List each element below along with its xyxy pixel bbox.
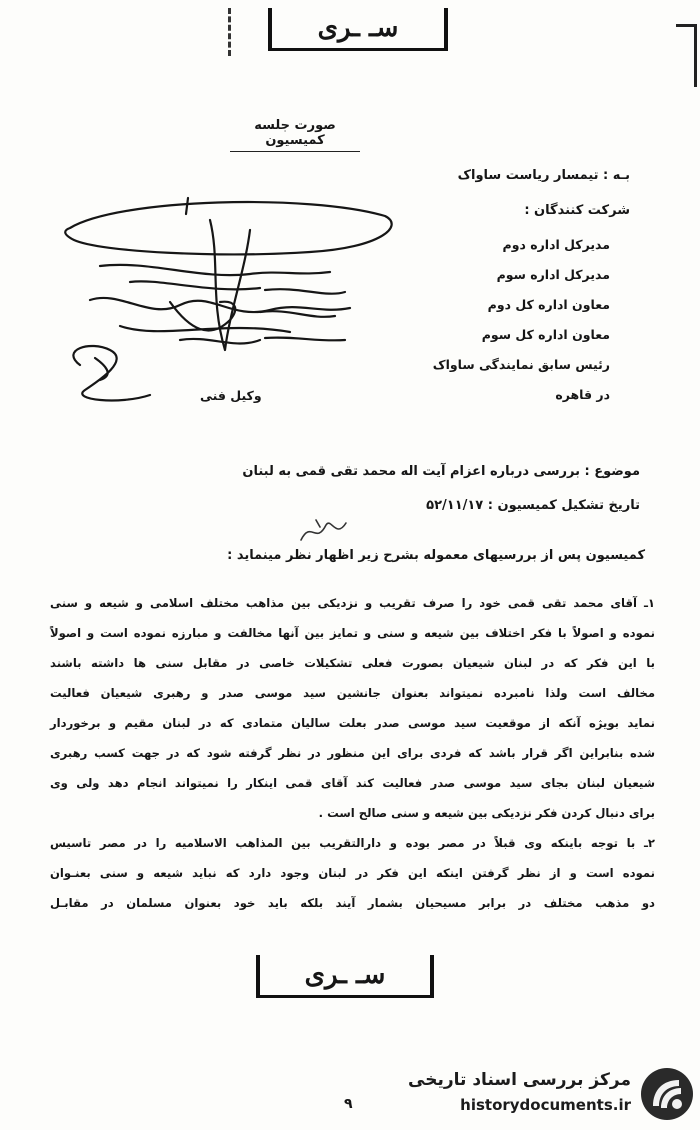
- classification-stamp-top: سـ ـری: [268, 8, 448, 51]
- document-title: صورت جلسه کمیسیون: [230, 118, 360, 152]
- scan-edge-mark-left: [228, 8, 237, 56]
- intro-line: کمیسیون پس از بررسیهای معموله بشرح زیر اظهار نظر مینماید :: [227, 548, 645, 563]
- page-mark: ۹: [344, 1096, 353, 1112]
- participant-item: رئیس سابق نمایندگی ساواک: [432, 357, 610, 372]
- body-line: شده بنابراین اگر قرار باشد که فردی برای این منظور در نظر گرفته شود که در جهت کسب رهبری: [50, 746, 655, 760]
- body-line: ۲ـ با توجه باینکه وی قبلاً در مصر بوده و دارالتقریب بین المذاهب الاسلامیه را در مصر تاسیس: [50, 836, 655, 850]
- scan-edge-mark-right: [676, 24, 697, 87]
- body-line: دو مذهب مختلف در برابر مسیحیان بشمار آیند بلکه باید خود بعنوان مسلمان در مقابـل: [50, 896, 655, 910]
- archive-url[interactable]: historydocuments.ir: [460, 1096, 631, 1114]
- lawyer-note: وکیل فنی: [200, 388, 262, 403]
- body-line: شیعیان لبنان بجای سید موسی صدر فعالیت کند آقای قمی اینکار را نمیتواند انجام دهد ولی وی: [50, 776, 655, 790]
- body-line: نماید بویژه آنکه از موقعیت سید موسی صدر بعلت سالیان متمادی که در لبنان مقیم و برخوردار: [50, 716, 655, 730]
- document-body: [50, 588, 655, 918]
- archive-name: مرکز بررسی اسناد تاریخی: [408, 1070, 631, 1090]
- body-line: نموده است و از نظر گرفتن اینکه این فکر در لبنان وجود دارد که نباید شیعه و سنی بعنـوان: [50, 866, 655, 880]
- participants-label: شرکت کنندگان :: [524, 203, 630, 218]
- body-line: با این فکر که در لبنان شیعیان بصورت فعلی تشکیلات خاصی در مقابل سنی ها داشته باشند: [50, 656, 655, 670]
- archive-watermark: [408, 1066, 695, 1122]
- body-line: ۱ـ آقای محمد تقی قمی خود را صرف تقریب و نزدیکی بین مذاهب مختلف اسلامی و شیعه و سنی: [50, 596, 655, 610]
- body-line: مخالف است ولذا نامبرده نمیتواند بعنوان جانشین سید موسی صدر و رهبری شیعیان فعالیت: [50, 686, 655, 700]
- margin-scribble: [296, 515, 356, 545]
- subject-line: موضوع : بررسی درباره اعزام آیت اله محمد تقی قمی به لبنان: [242, 464, 640, 479]
- archive-logo-icon: [639, 1066, 695, 1122]
- classification-stamp-bottom: سـ ـری: [256, 955, 434, 998]
- participant-item: در قاهره: [555, 387, 610, 402]
- body-line: نموده و اصولاً با فکر اختلاف بین شیعه و سنی و تمایز بین آنها مخالفت و مبارزه نموده است و اصولاً: [50, 626, 655, 640]
- handwritten-signatures: [60, 190, 400, 420]
- meeting-date-line: تاریخ تشکیل کمیسیون : ۵۲/۱۱/۱۷: [426, 498, 640, 513]
- recipient-line: بـه : تیمسار ریاست ساواک: [457, 168, 630, 183]
- participant-item: معاون اداره کل سوم: [481, 327, 610, 342]
- participant-item: مدیرکل اداره دوم: [502, 237, 610, 252]
- participant-item: معاون اداره کل دوم: [487, 297, 610, 312]
- participant-item: مدیرکل اداره سوم: [496, 267, 610, 282]
- body-line: برای دنبال کردن فکر نزدیکی بین شیعه و سنی صالح است .: [318, 806, 655, 820]
